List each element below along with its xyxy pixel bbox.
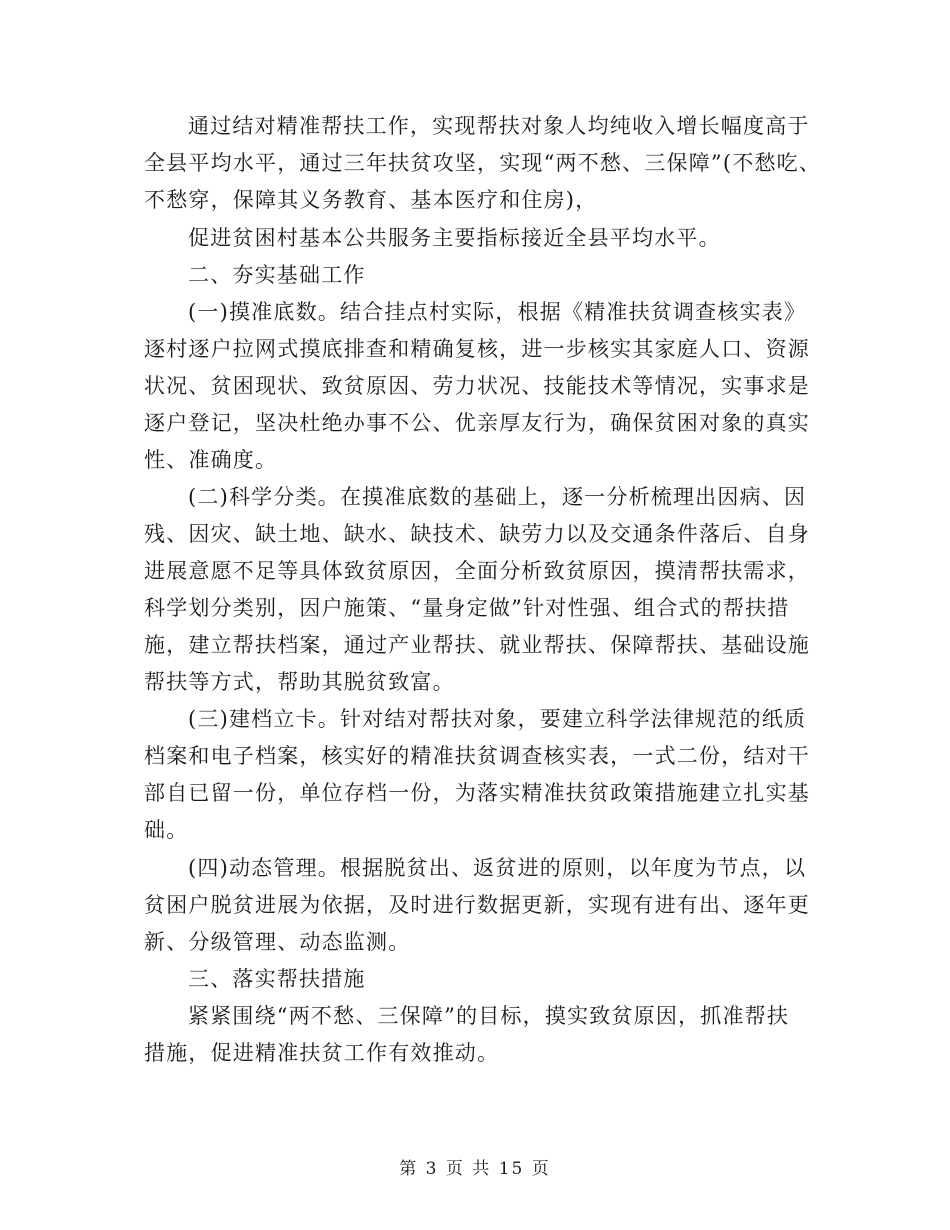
- text-line: 不愁穿，保障其义务教育、基本医疗和住房)，: [144, 188, 598, 212]
- text-line: (三)建档立卡。针对结对帮扶对象，要建立科学法律规范的纸质: [188, 707, 807, 731]
- text-line: 施，建立帮扶档案，通过产业帮扶、就业帮扶、保障帮扶、基础设施: [144, 633, 810, 657]
- text-line: 紧紧围绕“两不愁、三保障”的目标，摸实致贫原因，抓准帮扶: [188, 1004, 790, 1028]
- page-number: 第 3 页 共 15 页: [399, 1159, 551, 1179]
- text-line: 部自已留一份，单位存档一份，为落实精准扶贫政策措施建立扎实基: [144, 781, 810, 805]
- text-line: 逐户登记，坚决杜绝办事不公、优亲厚友行为，确保贫困对象的真实: [144, 411, 810, 435]
- section-heading: 二、夯实基础工作: [188, 263, 366, 287]
- text-line: 础。: [144, 818, 189, 842]
- text-line: 科学划分类别，因户施策、“量身定做”针对性强、组合式的帮扶措: [144, 596, 790, 620]
- text-line: 措施，促进精准扶贫工作有效推动。: [144, 1041, 500, 1065]
- text-line: 性、准确度。: [144, 448, 278, 472]
- text-line: (四)动态管理。根据脱贫出、返贫进的原则，以年度为节点，以: [188, 856, 807, 880]
- text-line: 进展意愿不足等具体致贫原因，全面分析致贫原因，摸清帮扶需求，: [144, 559, 810, 583]
- section-heading: 三、落实帮扶措施: [188, 967, 366, 991]
- text-line: 逐村逐户拉网式摸底排查和精确复核，进一步核实其家庭人口、资源: [144, 337, 810, 361]
- text-line: 新、分级管理、动态监测。: [144, 930, 411, 954]
- text-line: 状况、贫困现状、致贫原因、劳力状况、技能技术等情况，实事求是: [144, 374, 810, 398]
- text-line: 帮扶等方式，帮助其脱贫致富。: [144, 670, 455, 694]
- text-line: 残、因灾、缺土地、缺水、缺技术、缺劳力以及交通条件落后、自身: [144, 522, 810, 546]
- text-line: 档案和电子档案，核实好的精准扶贫调查核实表，一式二份，结对干: [144, 744, 810, 768]
- text-line: (二)科学分类。在摸准底数的基础上，逐一分析梳理出因病、因: [188, 485, 807, 509]
- text-line: 贫困户脱贫进展为依据，及时进行数据更新，实现有进有出、逐年更: [144, 893, 810, 917]
- text-line: 全县平均水平，通过三年扶贫攻坚，实现“两不愁、三保障”(不愁吃、: [144, 151, 822, 175]
- text-line: 通过结对精准帮扶工作，实现帮扶对象人均纯收入增长幅度高于: [188, 114, 810, 138]
- text-line: (一)摸准底数。结合挂点村实际，根据《精准扶贫调查核实表》: [188, 300, 807, 324]
- text-line: 促进贫困村基本公共服务主要指标接近全县平均水平。: [188, 226, 721, 250]
